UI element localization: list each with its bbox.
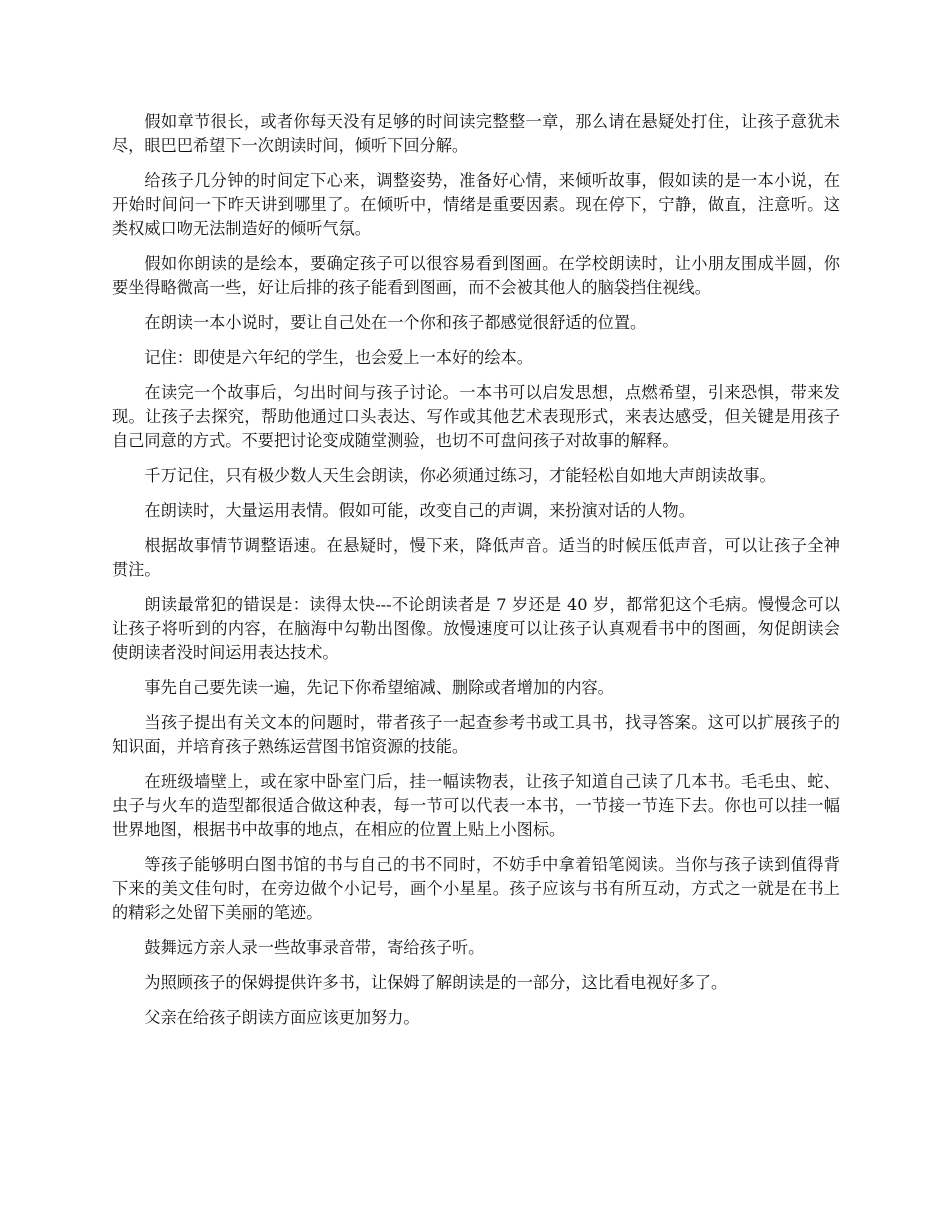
paragraph-1: 假如章节很长，或者你每天没有足够的时间读完整整一章，那么请在悬疑处打住，让孩子意犹未尽，眼巴巴希望下一次朗读时间，倾听下回分解。 [112,112,840,155]
paragraph-8: 在朗读时，大量运用表情。假如可能，改变自己的声调，来扮演对话的人物。 [144,501,695,520]
paragraph-6: 在读完一个故事后，匀出时间与孩子讨论。一本书可以启发思想，点燃希望，引来恐惧，带来发现。让孩子去探究，帮助他通过口头表达、写作或其他艺术表现形式，来表达感受，但关键是用孩子自己同意的方式。不要把讨论变成随堂测验，也切不可盘问孩子对故事的解释。 [112,383,840,450]
document-body [112,110,840,1041]
paragraph-7: 千万记住，只有极少数人天生会朗读，你必须通过练习，才能轻松自如地大声朗读故事。 [144,466,776,485]
paragraph-14: 等孩子能够明白图书馆的书与自己的书不同时，不妨手中拿着铅笔阅读。当你与孩子读到值得背下来的美文佳句时，在旁边做个小记号，画个小星星。孩子应该与书有所互动，方式之一就是在书上的精彩之处留下美丽的笔迹。 [112,855,840,922]
paragraph-10: 朗读最常犯的错误是：读得太快---不论朗读者是 7 岁还是 40 岁，都常犯这个毛病。慢慢念可以让孩子将听到的内容，在脑海中勾勒出图像。放慢速度可以让孩子认真观看书中的图画，匆促朗读会使朗读者没时间运用表达技术。 [112,595,840,662]
paragraph-9: 根据故事情节调整语速。在悬疑时，慢下来，降低声音。适当的时候压低声音，可以让孩子全神贯注。 [112,536,840,579]
paragraph-16: 为照顾孩子的保姆提供许多书，让保姆了解朗读是的一部分，这比看电视好多了。 [144,973,728,992]
paragraph-12: 当孩子提出有关文本的问题时，带者孩子一起查参考书或工具书，找寻答案。这可以扩展孩子的知识面，并培育孩子熟练运营图书馆资源的技能。 [112,713,840,756]
paragraph-2: 给孩子几分钟的时间定下心来，调整姿势，准备好心情，来倾听故事，假如读的是一本小说，在开始时间问一下昨天讲到哪里了。在倾听中，情绪是重要因素。现在停下，宁静，做直，注意听。这类权威口吻无法制造好的倾听气氛。 [112,171,840,238]
paragraph-15: 鼓舞远方亲人录一些故事录音带，寄给孩子听。 [144,938,485,957]
paragraph-17: 父亲在给孩子朗读方面应该更加努力。 [144,1008,420,1027]
paragraph-3: 假如你朗读的是绘本，要确定孩子可以很容易看到图画。在学校朗读时，让小朋友围成半圆，你要坐得略微高一些，好让后排的孩子能看到图画，而不会被其他人的脑袋挡住视线。 [112,254,840,297]
paragraph-13: 在班级墙壁上，或在家中卧室门后，挂一幅读物表，让孩子知道自己读了几本书。毛毛虫、蛇、虫子与火车的造型都很适合做这种表，每一节可以代表一本书，一节接一节连下去。你也可以挂一幅世界地图，根据书中故事的地点，在相应的位置上贴上小图标。 [112,772,840,839]
paragraph-4: 在朗读一本小说时，要让自己处在一个你和孩子都感觉很舒适的位置。 [144,313,647,332]
paragraph-5: 记住：即使是六年纪的学生，也会爱上一本好的绘本。 [144,348,533,367]
paragraph-11: 事先自己要先读一遍，先记下你希望缩减、删除或者增加的内容。 [144,678,614,697]
